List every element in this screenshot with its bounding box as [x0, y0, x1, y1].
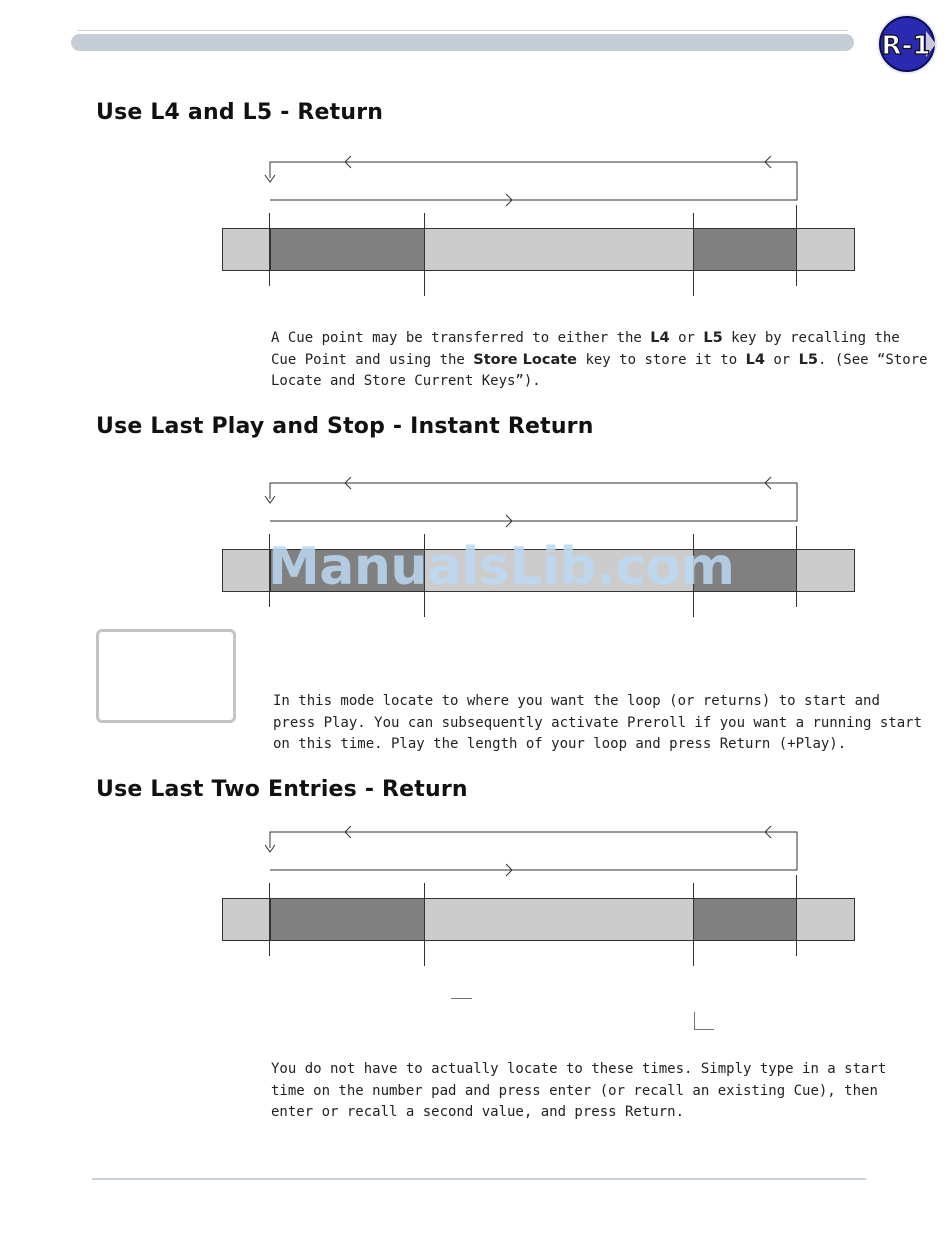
- section-heading-l4-l5: Use L4 and L5 - Return: [96, 100, 384, 125]
- bar-segment-pre: [223, 550, 271, 592]
- bar-segment-first: [271, 229, 425, 271]
- logo-text: R-1: [881, 31, 931, 61]
- paragraph-last-play-stop: [273, 691, 922, 756]
- bar-segment-post: [797, 550, 855, 592]
- bar-segment-second: [694, 229, 797, 271]
- bar-segment-pre: [223, 899, 271, 941]
- footer-rule: [92, 1178, 866, 1180]
- text-line: time on the number pad and press enter (or recall an existing Cue), then: [271, 1082, 878, 1099]
- key-name: L4: [745, 351, 765, 368]
- text-line: You do not have to actually locate to these times. Simply type in a start: [271, 1061, 887, 1077]
- header-rule: [78, 30, 848, 31]
- bar-segment-pre: [223, 229, 271, 271]
- watermark-text: ManualsLib.com: [268, 537, 735, 597]
- bar-segment-first: [271, 899, 425, 941]
- bar-segment-post: [797, 229, 855, 271]
- bar-segment-second: [694, 899, 797, 941]
- loop-path: [270, 162, 797, 200]
- loop-path: [270, 832, 797, 870]
- text-line: enter or recall a second value, and press Return.: [271, 1104, 685, 1120]
- text-line: A Cue point may be transferred to either the L4 or L5 key by recalling the: [271, 330, 900, 346]
- bar-segment-middle: [425, 899, 694, 941]
- text-line: on this time. Play the length of your loop and press Return (+Play).: [273, 736, 847, 752]
- loop-diagram-1: [220, 150, 860, 296]
- loop-path: [270, 483, 797, 521]
- note-box: [96, 629, 236, 723]
- r1-logo: [876, 13, 938, 75]
- key-name: Store Locate: [473, 351, 578, 368]
- loop-diagram-3: [220, 820, 860, 966]
- loop-diagram-svg: [220, 150, 860, 296]
- key-name: L5: [703, 330, 723, 346]
- key-name: L4: [650, 330, 670, 346]
- text-line: In this mode locate to where you want the loop (or returns) to start and: [273, 693, 880, 709]
- key-name: L5: [798, 351, 818, 368]
- text-line: Cue Point and using the Store Locate key to store it to L4 or L5. (See “Store: [271, 351, 928, 368]
- header-bar: [71, 34, 854, 51]
- text-line: Locate and Store Current Keys”).: [271, 373, 541, 389]
- section-heading-last-two-entries: Use Last Two Entries - Return: [96, 777, 468, 802]
- diagram-tick-mark: [451, 998, 472, 999]
- section-heading-last-play-stop: Use Last Play and Stop - Instant Return: [96, 414, 594, 439]
- bar-segment-post: [797, 899, 855, 941]
- paragraph-last-two-entries: [271, 1059, 886, 1124]
- bar-segment-middle: [425, 229, 694, 271]
- text-line: press Play. You can subsequently activate Preroll if you want a running start: [273, 714, 923, 731]
- paragraph-l4-l5: [271, 328, 928, 393]
- loop-diagram-svg: [220, 820, 860, 966]
- diagram-corner-mark: [694, 1012, 714, 1030]
